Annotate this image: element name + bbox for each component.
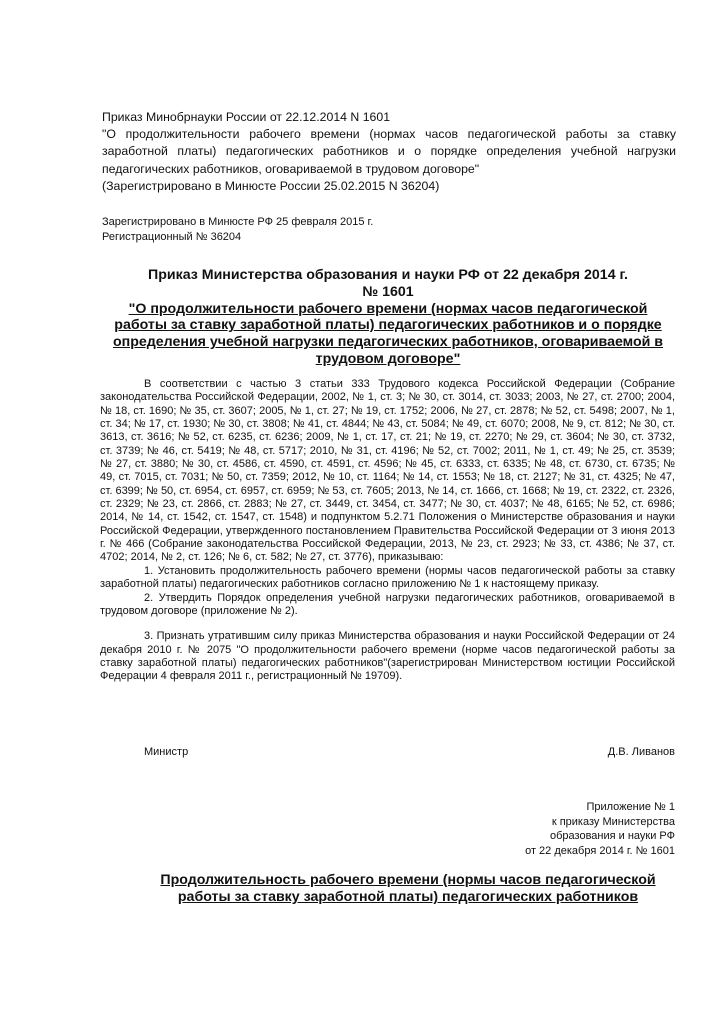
document-header bbox=[102, 109, 676, 195]
signatory-name: Д.В. Ливанов bbox=[607, 746, 675, 758]
order-item-1: 1. Установить продолжительность рабочего времени (нормы часов педагогической работы за ставку заработной платы) педагогических работников согласно приложению № 1 к настоящему приказу. bbox=[100, 564, 675, 591]
order-subject: "О продолжительности рабочего времени (нормах часов педагогической работы за ставку заработной платы) педагогических работников и о порядке определения учебной нагрузки педагогических работников, оговариваемой в трудовом договоре" bbox=[112, 300, 664, 367]
appendix-reference: к приказу Министерства bbox=[551, 815, 675, 828]
order-title bbox=[108, 267, 668, 368]
registration-date: Зарегистрировано в Минюсте РФ 25 февраля 2015 г. bbox=[102, 216, 374, 228]
appendix-ministry: образования и науки РФ bbox=[550, 830, 675, 843]
header-registration-note: (Зарегистрировано в Минюсте России 25.02.2015 N 36204) bbox=[102, 178, 440, 193]
header-order-title: "О продолжительности рабочего времени (нормах часов педагогической работы за ставку заработной платы) педагогических работников и о порядке определения учебной нагрузки педагогических работников, оговариваемой в трудовом договоре" bbox=[102, 127, 676, 176]
appendix-order-date: от 22 декабря 2014 г. № 1601 bbox=[525, 844, 675, 857]
appendix-title-text: Продолжительность рабочего времени (нормы часов педагогической работы за ставку заработной платы) педагогических работников bbox=[160, 872, 656, 905]
registration-block bbox=[102, 215, 602, 245]
header-order-reference: Приказ Минобрнауки России от 22.12.2014 N 1601 bbox=[102, 110, 391, 124]
appendix-title bbox=[148, 872, 668, 906]
order-body bbox=[100, 378, 675, 684]
appendix-label: Приложение № 1 bbox=[586, 801, 675, 813]
order-title-line: Приказ Министерства образования и науки РФ от 22 декабря 2014 г. bbox=[148, 267, 628, 283]
registration-number: Регистрационный № 36204 bbox=[102, 231, 242, 243]
signatory-position: Министр bbox=[144, 746, 189, 758]
appendix-header bbox=[525, 800, 675, 858]
order-item-3: 3. Признать утратившим силу приказ Министерства образования и науки Российской Федерации от 24 декабря 2010 г. № 2075 "О продолжительности рабочего времени (норме часов педагогической работы за ставку заработной платы) педагогических работников"(зарегистрирован Министерством юстиции Российской Федерации 4 февраля 2011 г., регистрационный № 19709). bbox=[100, 630, 675, 683]
order-number: № 1601 bbox=[362, 283, 414, 300]
preamble-paragraph: В соответствии с частью 3 статьи 333 Трудового кодекса Российской Федерации (Собрание законодательства Российской Федерации, 2002, № 1, ст. 3; № 30, ст. 3014, ст. 3033; 2003, № 27, ст. 2700; 2004, № 18, ст. 1690; № 35, ст. 3607; 2005, № 1, ст. 27; № 19, ст. 1752; 2006, № 27, ст. 2878; № 52, ст. 5498; 2007, № 1, ст. 34; № 17, ст. 1930; № 30, ст. 3808; № 41, ст. 4844; № 43, ст. 5084; № 49, ст. 6070; 2008, № 9, ст. 812; № 30, ст. 3613, ст. 3616; № 52, ст. 6235, ст. 6236; 2009, № 1, ст. 17, ст. 21; № 19, ст. 2270; № 29, ст. 3604; № 30, ст. 3732, ст. 3739; № 46, ст. 5419; № 48, ст. 5717; 2010, № 31, ст. 4196; № 52, ст. 7002; 2011, № 1, ст. 49; № 25, ст. 3539; № 27, ст. 3880; № 30, ст. 4586, ст. 4590, ст. 4591, ст. 4596; № 45, ст. 6333, ст. 6335; № 48, ст. 6730, ст. 6735; № 49, ст. 7015, ст. 7031; № 50, ст. 7359; 2012, № 10, ст. 1164; № 14, ст. 1553; № 18, ст. 2127; № 31, ст. 4325; № 47, ст. 6399; № 50, ст. 6954, ст. 6957, ст. 6959; № 53, ст. 7605; 2013, № 14, ст. 1666, ст. 1668; № 19, ст. 2322, ст. 2326, ст. 2329; № 23, ст. 2866, ст. 2883; № 27, ст. 3449, ст. 3454, ст. 3477; № 30, ст. 4037; № 48, 6165; № 52, ст. 6986; 2014, № 14, ст. 1542, ст. 1547, ст. 1548) и подпунктом 5.2.71 Положения о Министерстве образования и науки Российской Федерации, утвержденного постановлением Правительства Российской Федерации от 3 июня 2013 г. № 466 (Собрание законодательства Российской Федерации, 2013, № 23, ст. 2923; № 33, ст. 4386; № 37, ст. 4702; 2014, № 2, ст. 126; № 6, ст. 582; № 27, ст. 3776), приказываю: bbox=[100, 378, 675, 564]
order-item-2: 2. Утвердить Порядок определения учебной нагрузки педагогических работников, оговариваемой в трудовом договоре (приложение № 2). bbox=[100, 591, 675, 617]
